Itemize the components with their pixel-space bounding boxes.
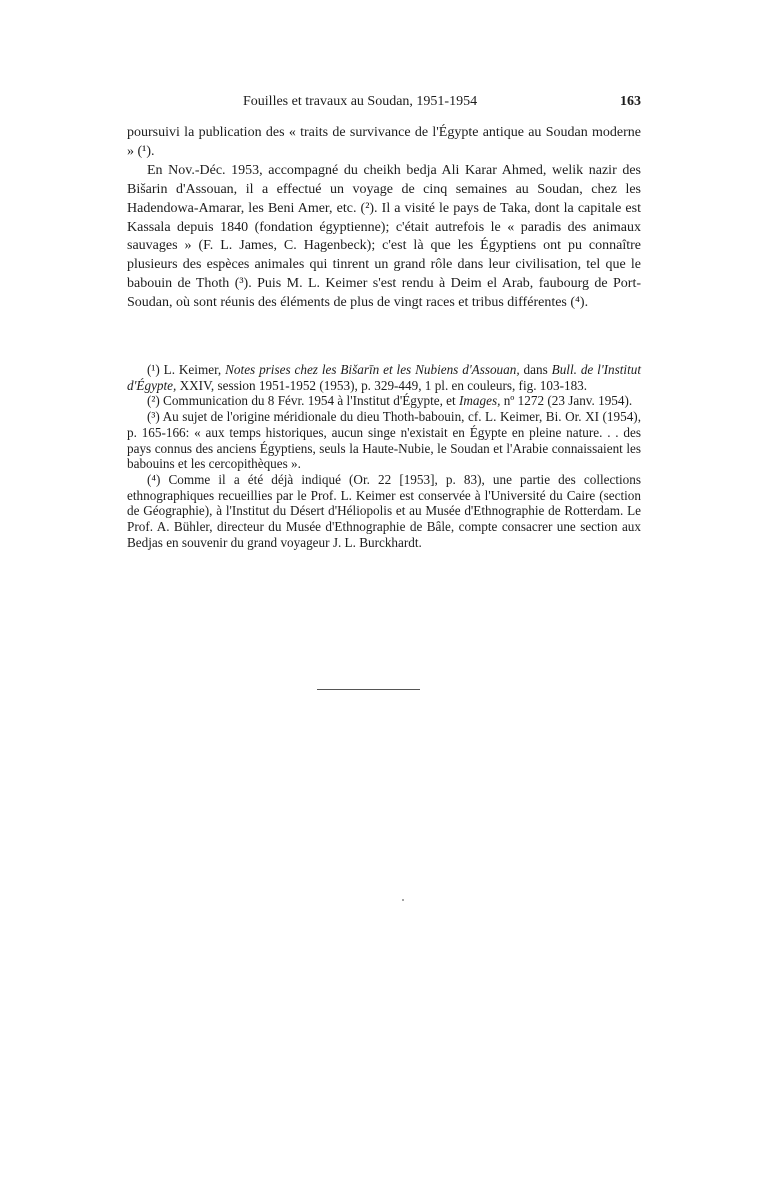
footnote-mark: (²) bbox=[147, 393, 160, 409]
running-title: Fouilles et travaux au Soudan, 1951-1954 bbox=[243, 94, 478, 109]
main-text bbox=[127, 124, 641, 313]
cited-journal: Images, bbox=[459, 393, 501, 409]
footnote-4: (⁴) Comme il a été déjà indiqué (Or. 22 [1953], p. 83), une partie des collections ethnographiques recueillies par le Prof. L. Keimer est conservée à l'Université du Caire (section de Géographie), à l'Institut du Désert d'Héliopolis et au Musée d'Ethnographie de Rotterdam. Le Prof. A. Bühler, directeur du Musée d'Ethnographie de Bâle, compte consacrer une section aux Bedjas en souvenir du grand voyageur J. L. Burckhardt. bbox=[127, 471, 642, 550]
page-number: 163 bbox=[620, 94, 641, 109]
cited-journal: Bull. de l'Institut d'Égypte, bbox=[127, 362, 642, 393]
cited-title: Notes prises chez les Bišarīn et les Nubiens d'Assouan, bbox=[225, 362, 520, 377]
section-divider bbox=[317, 689, 420, 690]
paragraph: En Nov.-Déc. 1953, accompagné du cheikh bedja Ali Karar Ahmed, welik nazir des Bišarin d'Assouan, il a effectué un voyage de cinq semaines au Soudan, chez les Hadendowa-Amarar, les Beni Amer, etc. (²). Il a visité le pays de Taka, dont la capitale est Kassala depuis 1840 (fondation égyptienne); c'était autrefois le « paradis des animaux sauvages » (F. L. James, C. Hagenbeck); c'est là que les Égyptiens ont pu connaître plusieurs des espèces animales qui tinrent un grand rôle dans leur civilisation, tel que le babouin de Thoth (³). Puis M. L. Keimer s'est rendu à Deim el Arab, faubourg de Port-Soudan, où sont réunis des éléments de plus de vingt races et tribus différentes (⁴). bbox=[127, 162, 641, 311]
footnote-3: (³) Au sujet de l'origine méridionale du dieu Thoth-babouin, cf. L. Keimer, Bi. Or. XI (1954), p. 165-166: « aux temps historiques, aucun singe n'existait en Égypte en pleine nature. . . des pays connus des anciens Égyptiens, seuls la Haute-Nubie, le Soudan et l'Arabie connaissaient les babouins et les cercopithèques ». bbox=[127, 409, 641, 472]
footnote-1: (¹) L. Keimer, Notes prises chez les Bišarīn et les Nubiens d'Assouan, dans Bull. de l'Institut d'Égypte, XXIV, session 1951-1952 (1953), p. 329-449, 1 pl. en couleurs, fig. 103-183. bbox=[127, 362, 642, 393]
scan-speck bbox=[402, 899, 404, 901]
footnote-2: (²) Communication du 8 Févr. 1954 à l'Institut d'Égypte, et Images, nº 1272 (23 Janv. 1954). bbox=[147, 393, 633, 409]
paragraph: poursuivi la publication des « traits de survivance de l'Égypte antique au Soudan moderne » (¹). bbox=[127, 125, 641, 159]
footnote-mark: (³) bbox=[147, 409, 160, 425]
running-header bbox=[127, 94, 641, 114]
footnote-mark: (⁴) bbox=[147, 471, 161, 487]
footnote-mark: (¹) bbox=[147, 362, 160, 377]
footnotes bbox=[127, 362, 641, 550]
